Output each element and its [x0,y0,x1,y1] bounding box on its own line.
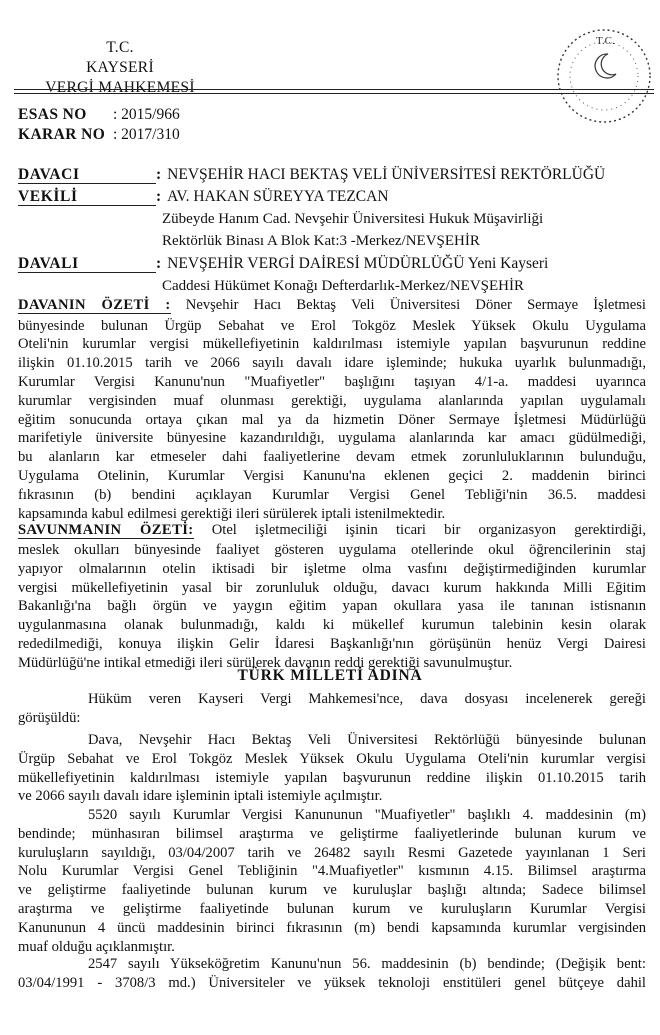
body-paragraph-line: Hüküm veren Kayseri Vergi Mahkemesi'nce, dava dosyası incelenerek gereği [88,691,646,707]
karar-value: : 2017/310 [113,126,180,143]
davali-label: DAVALI [18,255,156,273]
sozet-line: uygulanmasına olanak bulunmadığı, kaldı ki mükellef kurumun talebinin kesin olarak [18,617,646,634]
body-paragraph-line: ve geliştirme faaliyetinde bulunan kurum ve kuruluşlar başlığı altında; Sadece bilimsel [18,882,646,899]
sozet-line: Bakanlığı'na bağlı örgün ve yaygın eğitim yapan okullara yasa ile tanınan istisnanın [18,598,646,615]
davanin-ozeti-line-0 [18,296,646,315]
header-tc: T.C. [106,39,134,56]
judgment-title: TÜRK MİLLETİ ADINA [237,667,423,684]
sozet-line: vergisi mükellefiyetinin yasal bir zorunluluk olduğu, davacı kurum hakkında Milli Eğitim [18,579,646,596]
karar-row [18,124,180,145]
dozet-line: kurumlar vergisinden muaf olunması gerektiği, uygulama alanlarında yapılan uygulamalı [18,392,646,409]
body-paragraph-line: araştırma ve geliştirme faaliyetinde bulunan kurum ve kuruluşların Kurumlar Vergisi [18,901,646,917]
sozet-line: Müdürlüğü'ne intikal etmediği ileri sürülerek davanın reddi gerektiği savunulmuştur. [18,654,513,671]
header-city: KAYSERİ [86,59,154,76]
esas-label: ESAS NO [18,106,87,123]
body-paragraph-line: 2547 sayılı Yükseköğretim Kanunu'nun 56. maddesinin (b) bendinde; (Değişik bent: [88,956,646,972]
vekili-row [18,186,389,208]
dozet-line: kapsamında kabul edilmesi gerektiği ileri sürülerek iptali istenilmektedir. [18,505,446,522]
body-paragraph-line: ve 2066 sayılı davalı idare işleminin iptali istemiyle açılmıştır. [18,788,383,805]
body-paragraph-line: Ürgüp Sebahat ve Erol Tokgöz Meslek Yüksek Okulu Uygulama Oteli'nin kurumlar vergisi [18,750,646,767]
esas-row [18,104,180,125]
body-paragraph-line: mükellefiyetinin kaldırılması istemiyle yapılan başvurunun reddine ilişkin 01.10.2015 tarih [18,769,646,786]
vekili-address-1: Zübeyde Hanım Cad. Nevşehir Üniversitesi Hukuk Müşavirliği [162,211,544,227]
body-paragraph-line: görüşüldü: [18,709,81,726]
karar-label: KARAR NO [18,126,106,143]
dozet-line: Uygulama Otelinin, Kurumlar Vergisi Kanunu'na eklenen geçici 2. maddenin birinci [18,467,646,484]
vekili-value: AV. HAKAN SÜREYYA TEZCAN [167,188,389,205]
body-paragraph-line: Kanununun 4 üncü maddesinin birinci fıkrasının (m) bendi kapsamında kurumlar vergisinden [18,919,646,936]
dozet-line: ilişkin 01.10.2015 tarih ve 2066 sayılı davalı idare işleminde; hukuka uyarlık bulunmadığı, [18,355,646,372]
vekili-address-2: Rektörlük Binası A Blok Kat:3 -Merkez/NEVŞEHİR [162,233,480,249]
dozet-line: Oteli'nin kurumlar vergisi mükellefiyetinin kaldırılması istemiyle yapılan başvurunun reddine [18,336,646,353]
davanin-ozeti-text-0: Nevşehir Hacı Bektaş Veli Üniversitesi Döner Sermaye İşletmesi [185,297,646,313]
dozet-line: bu alanların kar etmeseler dahi faaliyetlerine devam etmek zorunluluklarının bulunduğu, [18,449,646,466]
sozet-line: yapıyor olmalarının otelin iktisadi bir işletme olma vasfını değiştirmediğinden kurumlar [18,560,646,577]
sozet-line: meslek okulları bünyesinde faaliyet gösteren uygulama otellerinde okul öğrencilerinin staj [18,542,646,558]
dozet-line: marifetiyle üniversite bünyesine kazandırıldığı, uygulama alanlarında kar amacı güdülmediği, [18,430,646,447]
vekili-label: VEKİLİ [18,188,156,206]
savunmanin-ozeti-heading: SAVUNMANIN ÖZETİ: [18,522,194,538]
body-paragraph-line: 5520 sayılı Kurumlar Vergisi Kanununun "Muafiyetler" başlıklı 4. maddesinin (m) [88,807,646,823]
body-paragraph-line: Nolu Kurumlar Vergisi Genel Tebliğinin "4.Muafiyetler" kısmının 4.15. Bilimsel araştırma [18,863,646,880]
davaci-colon: : [156,166,162,183]
body-paragraph-line: Dava, Nevşehir Hacı Bektaş Veli Üniversitesi Rektörlüğü bünyesinde bulunan [88,732,646,748]
body-paragraph-line: kuruluşların sayıldığı, 03/04/2007 tarih ve 26482 sayılı Resmi Gazetede yayınlanan 1 Seri [18,844,646,861]
davali-value: NEVŞEHİR VERGİ DAİRESİ MÜDÜRLÜĞÜ Yeni Kayseri [167,255,549,272]
sozet-line: rededilmediği, konuya ilişkin Gelir İdaresi Başkanlığı'nın görüşünün henüz Vergi Dairesi [18,636,646,652]
davaci-value: NEVŞEHİR HACI BEKTAŞ VELİ ÜNİVERSİTESİ REKTÖRLÜĞÜ [167,166,606,183]
esas-value: : 2015/966 [113,106,180,123]
davaci-label: DAVACI [18,166,156,184]
davali-address: Caddesi Hükümet Konağı Defterdarlık-Merkez/NEVŞEHİR [162,278,524,294]
davali-colon: : [156,255,162,272]
dozet-line: bünyesinde bulunan Ürgüp Sebahat ve Erol Tokgöz Meslek Yüksek Okulu Uygulama [18,317,646,334]
body-paragraph-line: bendinde; münhasıran bilimsel araştırma ve geliştirme faaliyetlerinde bulunan kurum ve [18,825,646,842]
dozet-line: eğitim sonucunda ortaya çıkan mal ya da hizmetin Döner Sermaye İşletmesi Müdürlüğü [18,411,646,428]
vekili-colon: : [156,188,162,205]
davali-row [18,253,548,275]
dozet-line: fıkrasının (b) bendini açıklayan Kurumlar Vergisi Genel Tebliği'nin 36.5. maddesi [18,486,646,503]
body-paragraph-line: muaf olduğu açıklanmıştır. [18,938,175,955]
savunmanin-ozeti-line-0 [18,521,646,540]
seal-text: T.C. [596,35,615,47]
davaci-row [18,164,605,186]
body-paragraph-line: 03/04/1991 - 3708/3 md.) Üniversiteler ve yüksek teknoloji enstitüleri genel bütçeye dahil [18,974,646,991]
davanin-ozeti-heading: DAVANIN ÖZETİ : [18,297,171,313]
header-court: VERGİ MAHKEMESİ [45,79,195,96]
savunmanin-ozeti-text-0: Otel işletmeciliği işinin ticari bir organizasyon gerektirdiği, [211,522,646,538]
court-seal-icon [536,14,656,134]
dozet-line: Kurumlar Vergisi Kanunu'nun "Muafiyetler" başlığını taşıyan 4/1-a. maddesi uyarınca [18,373,646,390]
